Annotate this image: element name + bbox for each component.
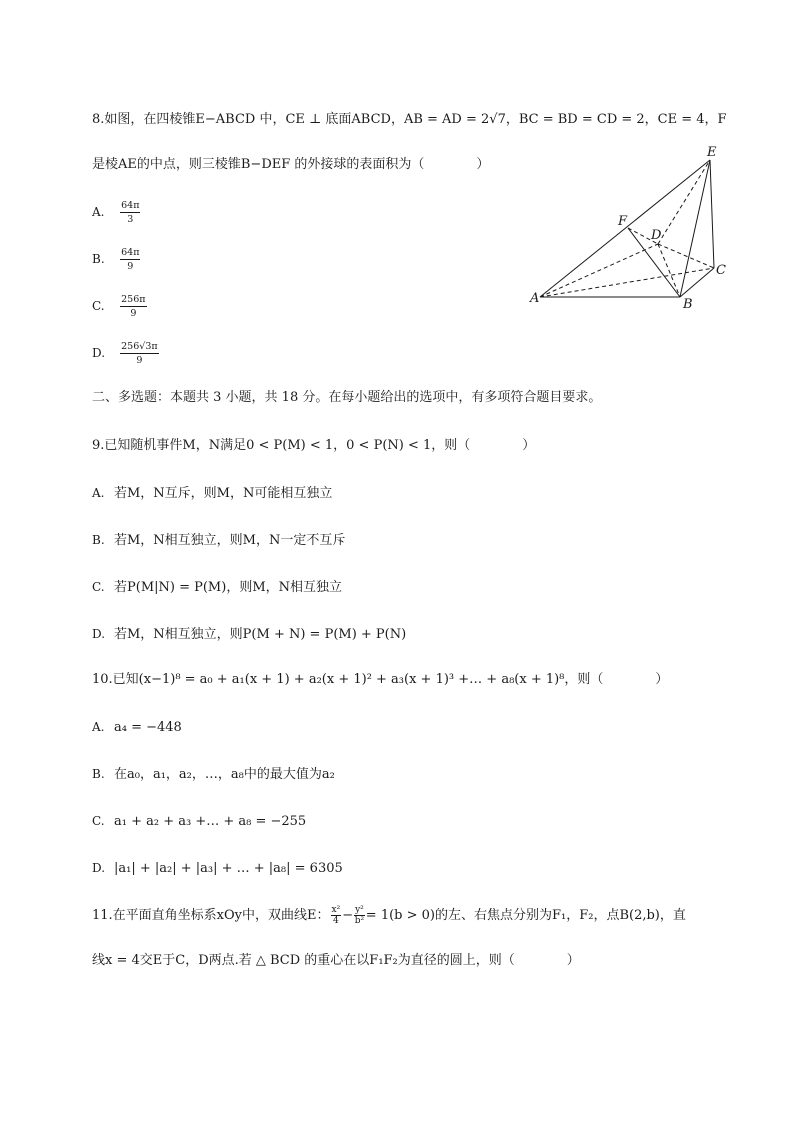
section-2-header: 二、多选题：本题共 3 小题，共 18 分。在每小题给出的选项中，有多项符合题目要求。 (92, 390, 602, 405)
label-a: A (530, 291, 540, 306)
option-label: B. (92, 252, 105, 266)
option-label: D. (92, 627, 106, 641)
option-label: B. (92, 767, 105, 781)
q9-option-c[interactable] (92, 578, 342, 597)
q9-stem: 9.已知随机事件M，N满足0 < P(M) < 1，0 < P(N) < 1，则（ ） (92, 438, 536, 453)
fraction-numerator: x² (331, 905, 341, 915)
label-e: E (707, 145, 717, 160)
q8-option-c[interactable] (92, 294, 147, 319)
option-fraction (120, 341, 158, 366)
fraction-y2-over-b2 (354, 905, 365, 926)
q8-stem-line1: 8.如图，在四棱锥E−ABCD 中，CE ⊥ 底面ABCD，AB = AD = 2√7，BC = BD = CD = 2，CE = 4，F (92, 112, 727, 127)
option-label: D. (92, 861, 106, 875)
q9-option-d[interactable] (92, 625, 406, 644)
option-text: a₁ + a₂ + a₃ +… + a₈ = −255 (114, 814, 307, 829)
option-label: D. (92, 346, 106, 360)
q10-option-b[interactable] (92, 765, 335, 784)
fraction-numerator: 256√3π (121, 341, 158, 352)
fraction-numerator: y² (355, 905, 364, 915)
fraction-denominator: 4 (332, 916, 339, 926)
option-label: C. (92, 299, 105, 313)
label-f: F (618, 214, 628, 229)
edge-db (658, 244, 680, 297)
q8-option-b[interactable] (92, 247, 140, 272)
option-text: 若M，N互斥，则M，N可能相互独立 (114, 486, 333, 501)
fraction-x2-over-4 (331, 905, 342, 926)
option-text: 若M，N相互独立，则M，N一定不互斥 (114, 533, 346, 548)
fraction-denominator: 3 (127, 214, 134, 225)
option-label: B. (92, 533, 105, 547)
edge-de (658, 160, 710, 244)
fraction-denominator: 9 (127, 261, 134, 272)
edge-ad (540, 244, 658, 297)
option-text: 在a₀，a₁，a₂，…，a₈中的最大值为a₂ (114, 767, 335, 782)
option-text: |a₁| + |a₂| + |a₃| + … + |a₈| = 6305 (114, 861, 343, 876)
fraction-numerator: 64π (121, 247, 140, 258)
minus-sign: − (342, 908, 354, 923)
option-label: C. (92, 814, 105, 828)
label-b: B (683, 297, 693, 312)
q9-option-b[interactable] (92, 531, 345, 550)
q8-option-a[interactable] (92, 200, 140, 225)
q11-stem-line2: 线x = 4交E于C，D两点.若 △ BCD 的重心在以F₁F₂为直径的圆上，则（ ） (92, 953, 580, 968)
label-c: C (716, 263, 726, 278)
option-label: A. (92, 720, 105, 734)
q10-stem: 10.已知(x−1)⁸ = a₀ + a₁(x + 1) + a₂(x + 1)² + a₃(x + 1)³ +… + a₈(x + 1)⁸，则（ ） (92, 672, 669, 687)
q8-stem-line2: 是棱AE的中点，则三棱锥B−DEF 的外接球的表面积为（ ） (92, 157, 490, 172)
q8-option-d[interactable] (92, 341, 159, 366)
fraction-denominator: b² (354, 916, 365, 926)
option-fraction (120, 200, 140, 225)
option-label: A. (92, 486, 105, 500)
fraction-numerator: 256π (121, 294, 146, 305)
option-label: C. (92, 580, 105, 594)
q9-option-a[interactable] (92, 484, 332, 503)
q11-text-a: 11.在平面直角坐标系xOy中，双曲线E： (92, 908, 330, 923)
option-fraction (120, 294, 146, 319)
fraction-denominator: 9 (130, 308, 137, 319)
q11-text-b: = 1(b > 0)的左、右焦点分别为F₁，F₂，点B(2,b)，直 (365, 908, 686, 923)
q10-option-c[interactable] (92, 812, 306, 831)
q10-option-d[interactable] (92, 859, 343, 878)
option-text: 若M，N相互独立，则P(M + N) = P(M) + P(N) (114, 627, 407, 642)
option-fraction (120, 247, 140, 272)
fraction-numerator: 64π (121, 200, 140, 211)
edge-ac (540, 268, 714, 297)
q11-stem-line1 (92, 905, 686, 926)
option-text: 若P(M|N) = P(M)，则M，N相互独立 (114, 580, 343, 595)
pyramid-figure (520, 140, 740, 315)
fraction-denominator: 9 (136, 355, 143, 366)
label-d: D (651, 228, 662, 243)
edge-ce (710, 160, 714, 268)
option-text: a₄ = −448 (114, 720, 182, 735)
option-label: A. (92, 205, 105, 219)
q10-option-a[interactable] (92, 718, 182, 737)
